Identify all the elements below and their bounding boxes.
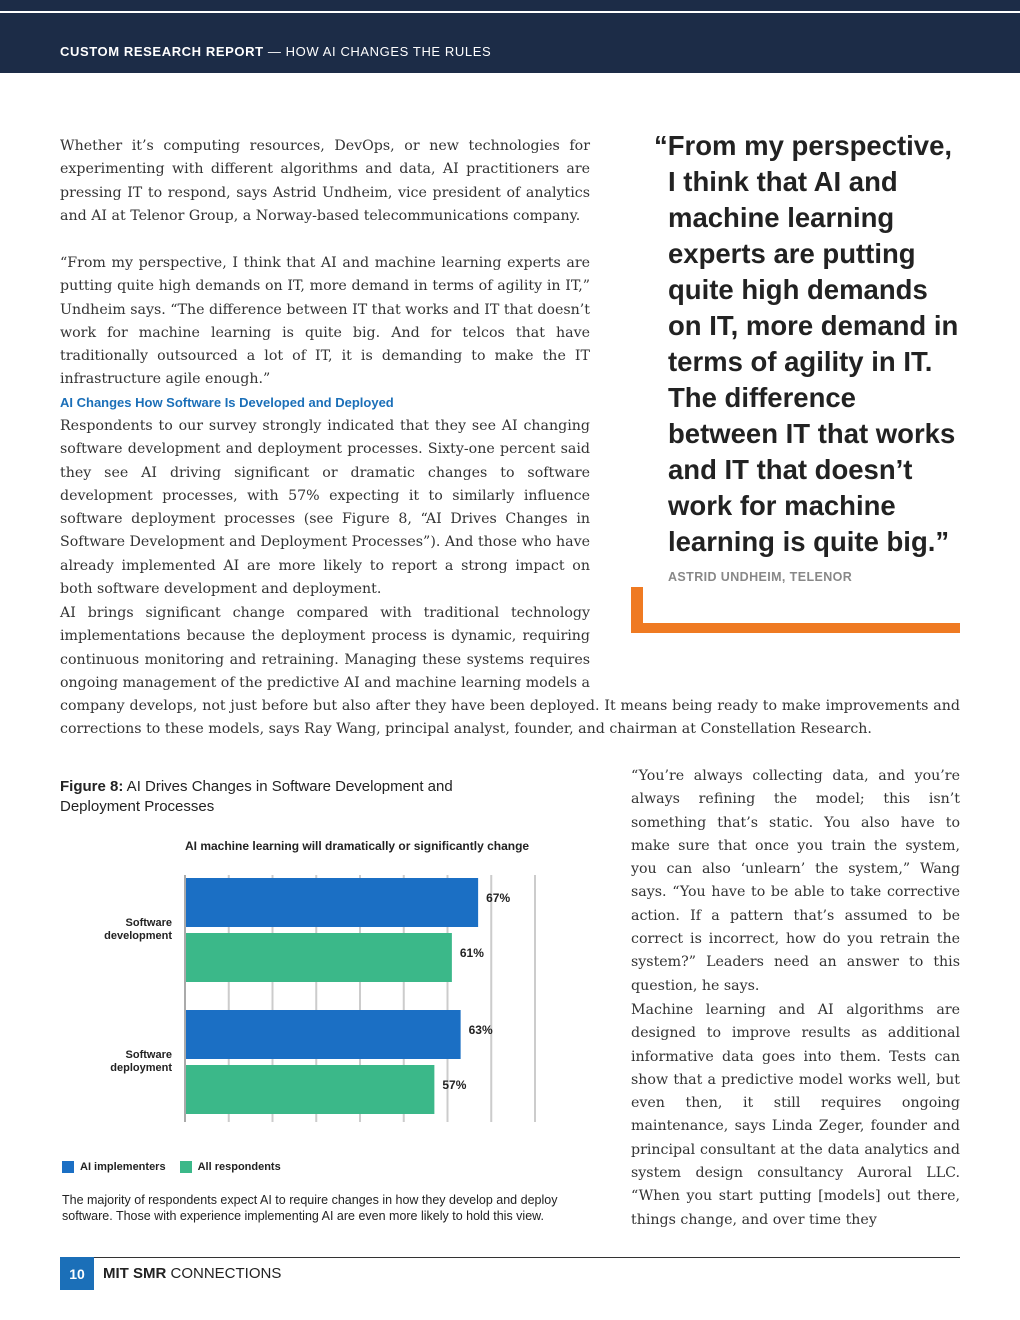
- paragraph-2: “From my perspective, I think that AI and machine learning experts are putting quite high demands on IT, more demand in terms of agility in IT,” Undheim says. “The difference between IT that works and IT that doesn’t work for machine learning is quite big. And for telcos that have traditionally outsourced a lot of IT, it is demanding to make the IT infrastructure agile enough.”: [60, 255, 590, 388]
- chart-title: AI machine learning will dramatically or significantly change: [185, 839, 530, 853]
- category-label: Software deployment: [110, 1049, 172, 1074]
- legend-swatch-implementers: [62, 1161, 74, 1173]
- paragraph-6: Machine learning and AI algorithms are designed to improve results as additional informative data goes into them. Tests can show that a predictive model works well, but even then, it still requires ongoing maintenance, says Linda Zeger, founder and principal consultant at the data analytics and system design consultancy Auroral LLC. “When you start putting [models] out there, things change, and over time they: [631, 1002, 960, 1228]
- legend-item-implementers: [62, 1161, 166, 1173]
- footer-brand: MIT SMR CONNECTIONS: [103, 1265, 282, 1282]
- page-number: 10: [60, 1257, 94, 1290]
- footer-rule: [60, 1257, 960, 1258]
- data-label: 63%: [468, 1023, 493, 1037]
- pull-quote-attribution: ASTRID UNDHEIM, TELENOR: [668, 570, 853, 584]
- category-label: Software development: [104, 917, 172, 942]
- legend-item-all: [180, 1161, 281, 1173]
- figure-label: Figure 8:: [60, 778, 124, 795]
- bar-software-deployment-1: [185, 1065, 434, 1114]
- data-label: 61%: [459, 946, 484, 960]
- legend-swatch-all: [180, 1161, 192, 1173]
- bar-software-deployment-0: [185, 1010, 461, 1059]
- figure-caption: The majority of respondents expect AI to require changes in how they develop and deploy software. Those with experience implementing AI are even more likely to hold this view.: [62, 1193, 558, 1223]
- figure-title-text: AI Drives Changes in Software Development and Deployment Processes: [60, 778, 453, 815]
- legend-label-all: All respondents: [197, 1161, 281, 1173]
- legend-label-implementers: AI implementers: [80, 1161, 166, 1173]
- paragraph-4: [60, 602, 960, 742]
- header-rule: [0, 11, 1020, 13]
- header-bar: [0, 0, 1020, 73]
- data-label: 67%: [486, 891, 511, 905]
- pull-quote-text: “From my perspective, I think that AI and machine learning experts are putting quite high demands on IT, more demand in terms of agility in IT. The difference between IT that works and IT that doesn’t work for machine learning is quite big.”: [654, 130, 959, 557]
- bar-software-development-0: [185, 878, 478, 927]
- pull-quote: [654, 128, 964, 560]
- paragraph-1: Whether it’s computing resources, DevOps, or new technologies for experimenting with different algorithms and data, AI practitioners are pressing IT to respond, says Astrid Undheim, vice president of analytics and AI at Telenor Group, a Norway-based telecommunications company.: [60, 138, 590, 224]
- paragraph-3: Respondents to our survey strongly indicated that they see AI changing software development and deployment processes. Sixty-one percent said they see AI driving significant or dramatic changes to software development processes, with 57% expecting it to similarly influence software deployment processes (see Figure 8, “AI Drives Changes in Software Development and Deployment Processes”). And those who have already implemented AI are more likely to report a strong impact on both software development and deployment.: [60, 418, 590, 598]
- data-label: 57%: [442, 1078, 467, 1092]
- paragraph-4-text: AI brings significant change compared with traditional technology implementations because the deployment process is dynamic, requiring continuous monitoring and retraining. Managing these systems requires ongoing management of the predictive AI and machine learning models a company develops, not just before but also after they have been deployed. It means being ready to make improvements and corrections to these models, says Ray Wang, principal analyst, founder, and chairman at Constellation Research.: [60, 605, 960, 738]
- bar-chart: [60, 830, 600, 1150]
- paragraph-5: “You’re always collecting data, and you’re always refining the model; this isn’t something that’s static. You also have to make sure that once you train the system, you can also ‘unlearn’ the system,” Wang says. “You have to be able to take corrective action. If a pattern that’s assumed to be correct is incorrect, how do you retrain the system?” Leaders need an answer to this question, he says.: [631, 768, 960, 994]
- report-label: CUSTOM RESEARCH REPORT — HOW AI CHANGES THE RULES: [60, 44, 492, 59]
- section-subhead: AI Changes How Software Is Developed and Deployed: [60, 395, 394, 410]
- chart-legend: [62, 1161, 281, 1173]
- float-spacer: [590, 602, 960, 672]
- bar-software-development-1: [185, 933, 452, 982]
- figure-title: [60, 777, 480, 817]
